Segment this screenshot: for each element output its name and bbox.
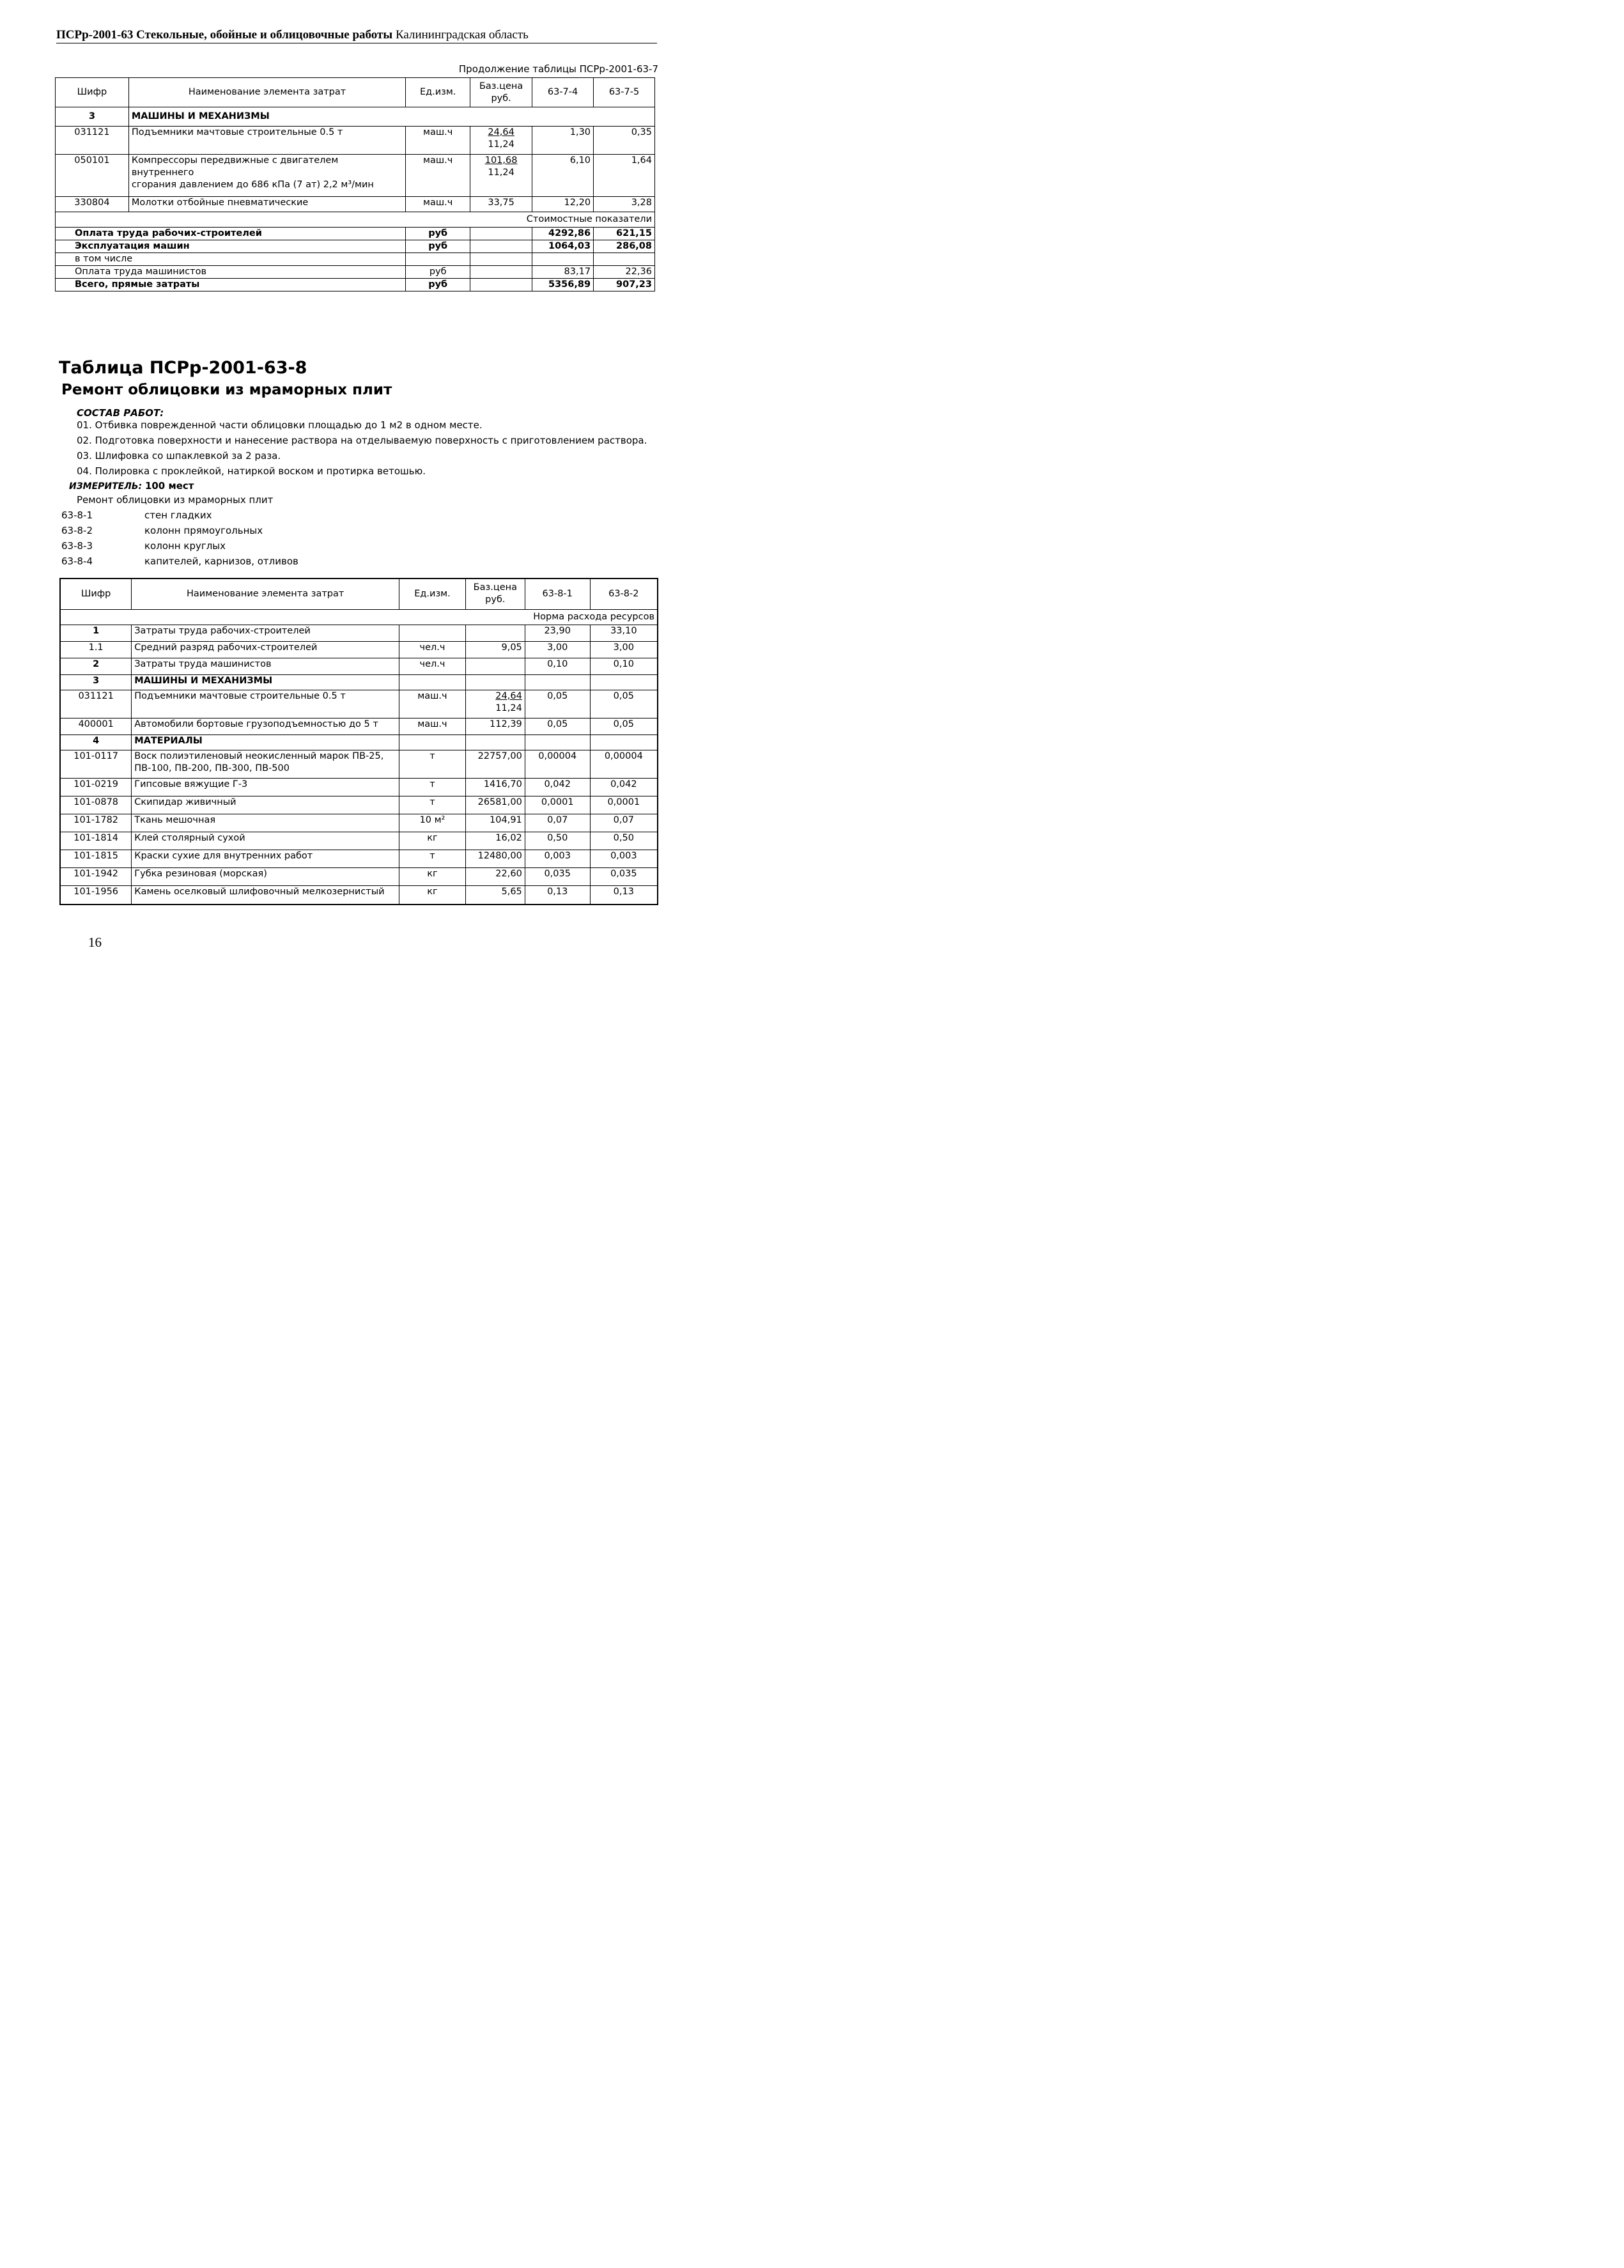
variant-name: колонн круглых: [144, 540, 226, 552]
variant-code: 63-8-1: [61, 509, 93, 521]
col-a-header: 63-8-1: [525, 579, 590, 609]
work-item: 04. Полировка с проклейкой, натиркой воском и протирка ветошью.: [77, 465, 426, 477]
col-price-header: Баз.цена руб.: [465, 579, 525, 609]
variant-name: стен гладких: [144, 509, 212, 521]
variant-code: 63-8-2: [61, 525, 93, 536]
table-row: 400001 Автомобили бортовые грузоподъемностью до 5 т маш.ч 112,39 0,05 0,05: [60, 718, 658, 734]
totals-row: Оплата труда машинистов руб 83,17 22,36: [56, 266, 655, 279]
material-row: 101-0117 Воск полиэтиленовый неокисленный марок ПВ-25, ПВ-100, ПВ-200, ПВ-300, ПВ-500 т 22757,00 0,00004 0,00004: [60, 750, 658, 778]
totals-row: Оплата труда рабочих-строителей руб 4292,86 621,15: [56, 228, 655, 240]
col-name-header: Наименование элемента затрат: [132, 579, 399, 609]
col-b-header: 63-7-5: [594, 78, 655, 107]
table2-subtitle: Ремонт облицовки из мраморных плит: [61, 382, 392, 398]
col-name-header: Наименование элемента затрат: [128, 78, 405, 107]
work-item: 03. Шлифовка со шпаклевкой за 2 раза.: [77, 450, 281, 462]
header-code: ПСРр-2001-63: [56, 28, 134, 42]
totals-row: Всего, прямые затраты руб 5356,89 907,23: [56, 279, 655, 291]
meter-line: [69, 479, 194, 493]
col-price-header: Баз.цена руб.: [470, 78, 532, 107]
totals-row: Эксплуатация машин руб 1064,03 286,08: [56, 240, 655, 253]
table-row: 031121 Подъемники мачтовые строительные 0.5 т маш.ч 24,64 11,24 0,05 0,05: [60, 690, 658, 718]
material-row: 101-1782 Ткань мешочная 10 м² 104,91 0,07 0,07: [60, 814, 658, 832]
section-row: 3 МАШИНЫ И МЕХАНИЗМЫ: [60, 674, 658, 690]
table-row: 1 Затраты труда рабочих-строителей 23,90 33,10: [60, 625, 658, 641]
meter-description: Ремонт облицовки из мраморных плит: [77, 494, 274, 506]
table2-title: Таблица ПСРр-2001-63-8: [59, 358, 307, 378]
material-row: 101-1814 Клей столярный сухой кг 16,02 0,50 0,50: [60, 832, 658, 850]
work-item: 02. Подготовка поверхности и нанесение раствора на отделываемую поверхность с приготовлением раствора.: [77, 435, 647, 446]
table1-caption: Продолжение таблицы ПСРр-2001-63-7: [458, 63, 658, 75]
col-a-header: 63-7-4: [532, 78, 594, 107]
norm-caption: Норма расхода ресурсов: [60, 609, 658, 625]
work-item: 01. Отбивка поврежденной части облицовки площадью до 1 м2 в одном месте.: [77, 419, 483, 431]
variant-code: 63-8-3: [61, 540, 93, 552]
table-row: 1.1 Средний разряд рабочих-строителей чел.ч 9,05 3,00 3,00: [60, 641, 658, 658]
table-row: 2 Затраты труда машинистов чел.ч 0,10 0,10: [60, 658, 658, 674]
variant-code: 63-8-4: [61, 555, 93, 567]
variant-name: капителей, карнизов, отливов: [144, 555, 298, 567]
table-63-8: [59, 578, 658, 905]
table-row: 050101 Компрессоры передвижные с двигателем внутреннего сгорания давлением до 686 кПа (7 ат) 2,2 м³/мин маш.ч 101,68 11,24 6,10 1,64: [56, 155, 655, 197]
col-code-header: Шифр: [60, 579, 132, 609]
material-row: 101-1956 Камень оселковый шлифовочный мелкозернистый кг 5,65 0,13 0,13: [60, 885, 658, 905]
material-row: 101-0878 Скипидар живичный т 26581,00 0,0001 0,0001: [60, 796, 658, 814]
meter-label: ИЗМЕРИТЕЛЬ:: [69, 481, 143, 492]
material-row: 101-0219 Гипсовые вяжущие Г-3 т 1416,70 0,042 0,042: [60, 778, 658, 796]
section-title: МАШИНЫ И МЕХАНИЗМЫ: [128, 107, 654, 127]
section-number: 3: [56, 107, 129, 127]
col-code-header: Шифр: [56, 78, 129, 107]
meter-value: 100 мест: [144, 480, 194, 492]
table-63-7: [55, 77, 655, 291]
header-region: Калининградская область: [395, 28, 529, 42]
page-number: 16: [88, 935, 102, 950]
table-row: 031121 Подъемники мачтовые строительные 0.5 т маш.ч 24,64 11,24 1,30 0,35: [56, 127, 655, 155]
page-header: [56, 28, 657, 43]
variant-name: колонн прямоугольных: [144, 525, 263, 536]
material-row: 101-1815 Краски сухие для внутренних работ т 12480,00 0,003 0,003: [60, 850, 658, 867]
col-b-header: 63-8-2: [590, 579, 658, 609]
section-row: 4 МАТЕРИАЛЫ: [60, 734, 658, 750]
cost-caption: Стоимостные показатели: [56, 212, 655, 228]
totals-row: в том числе: [56, 253, 655, 266]
col-unit-header: Ед.изм.: [399, 579, 466, 609]
table-row: 330804 Молотки отбойные пневматические маш.ч 33,75 12,20 3,28: [56, 197, 655, 212]
header-title: Стекольные, обойные и облицовочные работы: [136, 28, 393, 42]
material-row: 101-1942 Губка резиновая (морская) кг 22,60 0,035 0,035: [60, 867, 658, 885]
works-label: СОСТАВ РАБОТ:: [77, 407, 164, 419]
col-unit-header: Ед.изм.: [406, 78, 470, 107]
